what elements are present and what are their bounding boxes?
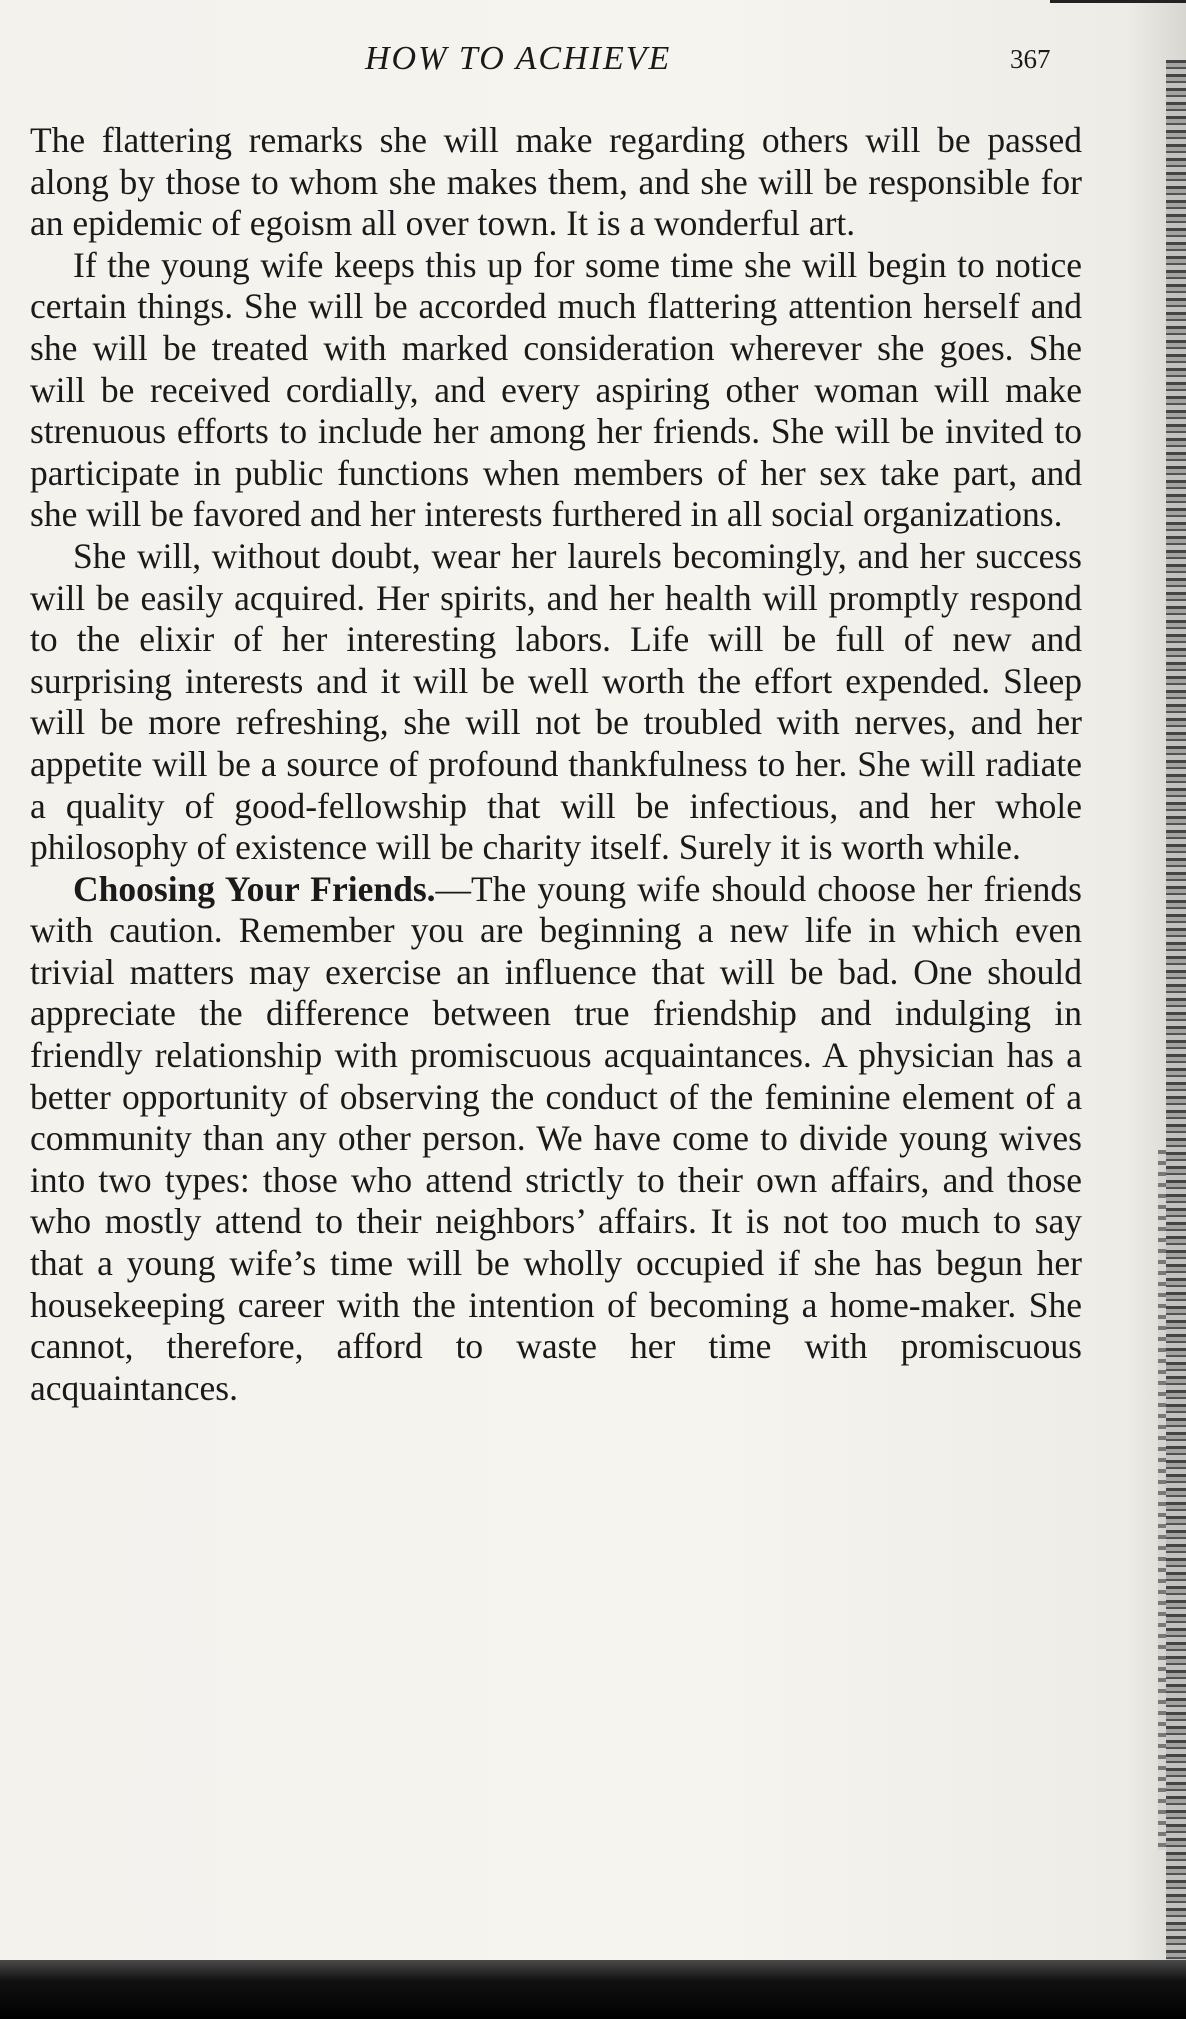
paragraph-4 bbox=[30, 869, 1082, 1410]
paragraph-2: If the young wife keeps this up for some time she will begin to notice certain things. She will be accorded much flattering attention herself and she will be treated with marked consideration wherever she goes. She will be received cordially, and every aspiring other woman will make strenuous efforts to include her among her friends. She will be invited to participate in public functions when members of her sex take part, and she will be favored and her interests furthered in all social organizations. bbox=[30, 244, 1082, 535]
paragraph-1: The flattering remarks she will make regarding others will be passed along by those to whom she makes them, and she will be responsible for an epidemic of egoism all over town. It is a wonderful art. bbox=[30, 120, 1082, 244]
paragraph-3: She will, without doubt, wear her laurels becomingly, and her success will be easily acquired. Her spirits, and her health will promptly respond to the elixir of her interesting labors. Life will be full of new and surprising interests and it will be well worth the effort expended. Sleep will be more refreshing, she will not be troubled with nerves, and her appetite will be a source of profound thankfulness to her. She will radiate a quality of good-fellowship that will be infectious, and her whole philosophy of existence will be charity itself. Surely it is worth while. bbox=[30, 535, 1082, 868]
body-text bbox=[30, 120, 1082, 1409]
top-edge-rule bbox=[1050, 0, 1186, 3]
running-title: HOW TO ACHIEVE bbox=[365, 40, 672, 77]
section-heading: Choosing Your Friends. bbox=[73, 868, 436, 909]
page-edge-shadow-inner bbox=[1158, 1150, 1166, 1850]
page-header bbox=[0, 40, 1186, 90]
scan-bottom-border bbox=[0, 1960, 1186, 2019]
page-edge-shadow bbox=[1166, 60, 1186, 1960]
page-number: 367 bbox=[1010, 44, 1051, 74]
paragraph-4-text: —The young wife should choose her friends with caution. Remember you are beginning a new life in which even trivial matters may exercise an influence that will be bad. One should appreciate the difference between true friendship and indulging in friendly relationship with promiscuous acquaintances. A physician has a better opportunity of observing the conduct of the feminine element of a community than any other person. We have come to divide young wives into two types: those who attend strictly to their own affairs, and those who mostly attend to their neighbors’ affairs. It is not too much to say that a young wife’s time will be wholly occupied if she has begun her housekeeping career with the intention of becoming a home-maker. She cannot, therefore, afford to waste her time with promiscuous acquaintances. bbox=[30, 868, 1082, 1408]
